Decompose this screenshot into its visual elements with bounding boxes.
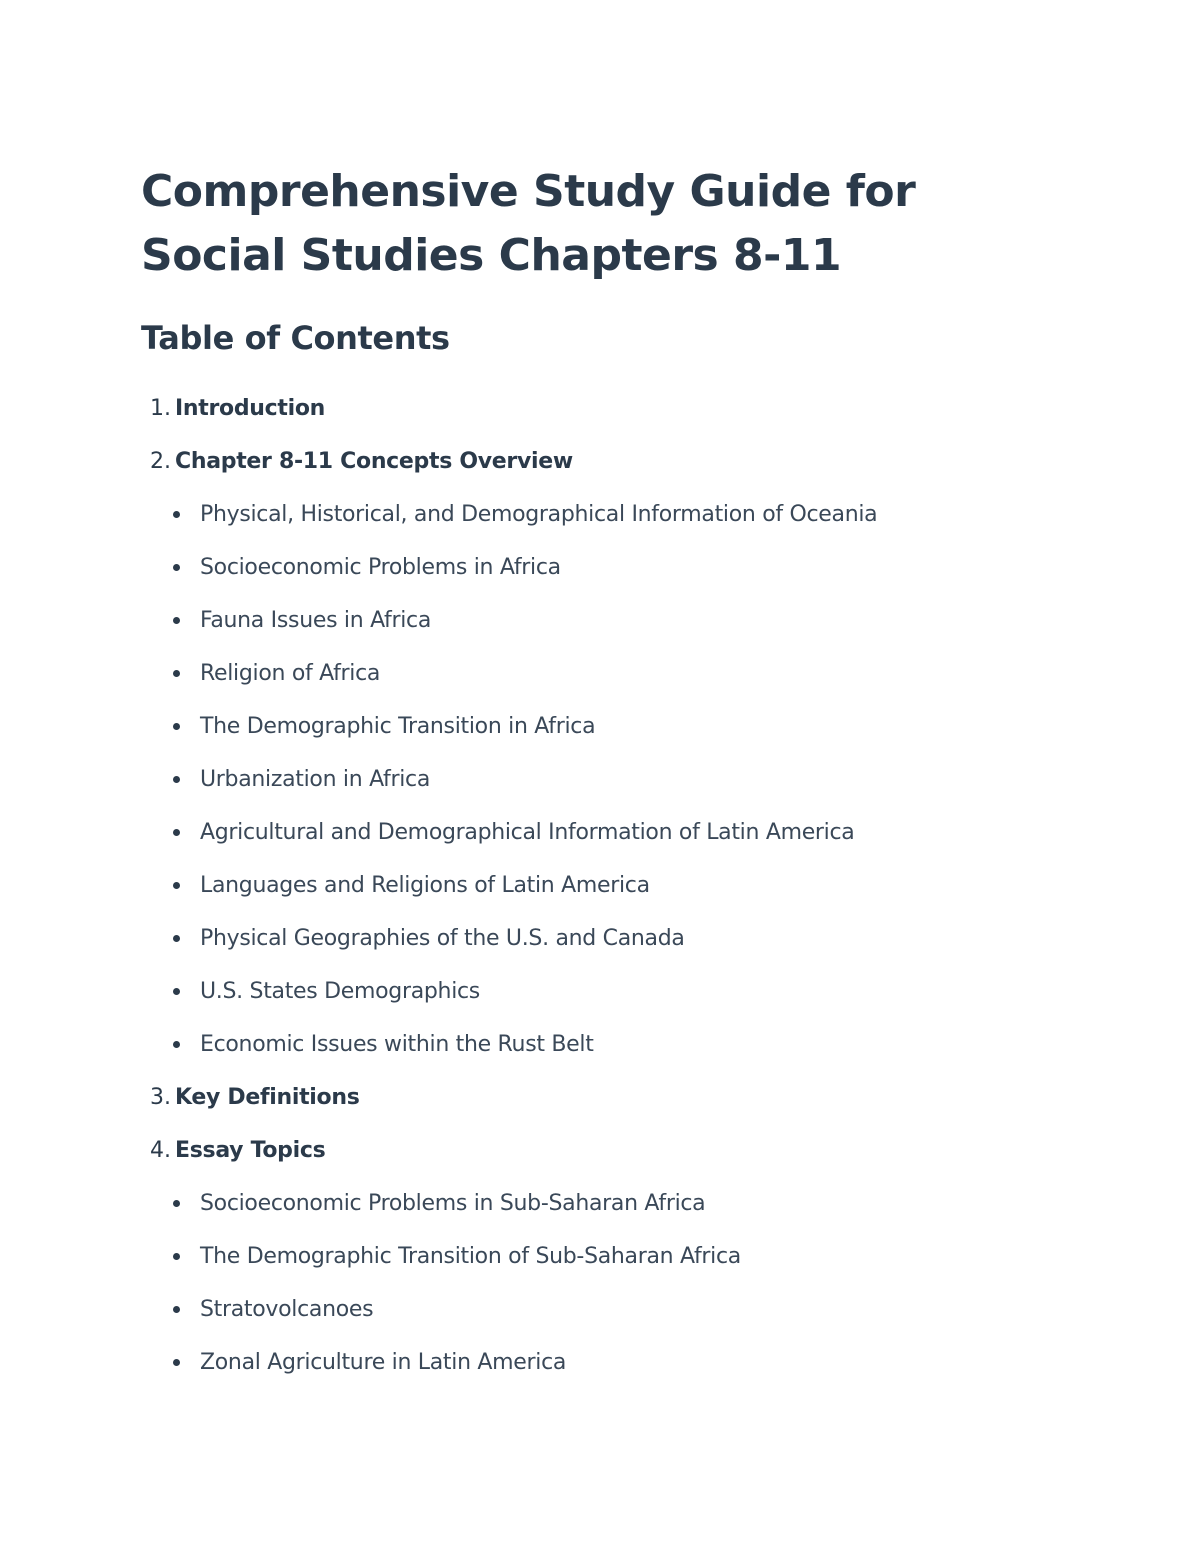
- list-item-text: Socioeconomic Problems in Africa: [200, 555, 561, 580]
- bullet-icon: [173, 670, 180, 677]
- list-item-text: The Demographic Transition of Sub-Saharan Africa: [200, 1244, 741, 1269]
- bullet-icon: [173, 776, 180, 783]
- list-item: [141, 1177, 1061, 1230]
- list-item: [141, 965, 1061, 1018]
- toc-item-concepts-overview: [141, 435, 1061, 1071]
- bullet-icon: [173, 511, 180, 518]
- list-item: [141, 859, 1061, 912]
- toc-item-introduction: [141, 382, 1061, 435]
- toc-heading: Table of Contents: [141, 319, 450, 357]
- bullet-icon: [173, 564, 180, 571]
- essay-topics-sublist: [141, 1177, 1061, 1389]
- concepts-sublist: [141, 488, 1061, 1071]
- list-item: [141, 541, 1061, 594]
- list-item-text: The Demographic Transition in Africa: [200, 714, 596, 739]
- document-page: [141, 160, 1061, 1389]
- bullet-icon: [173, 882, 180, 889]
- list-item: [141, 1336, 1061, 1389]
- document-title: Comprehensive Study Guide for Social Studies Chapters 8-11: [141, 166, 916, 281]
- toc-item-number: 3.: [150, 1085, 171, 1110]
- list-item-text: Economic Issues within the Rust Belt: [200, 1032, 594, 1057]
- toc-item-label: Introduction: [175, 396, 326, 421]
- toc-item-label: Chapter 8-11 Concepts Overview: [175, 449, 573, 474]
- toc-item-label: Essay Topics: [175, 1138, 326, 1163]
- bullet-icon: [173, 617, 180, 624]
- list-item: [141, 594, 1061, 647]
- list-item-text: Physical, Historical, and Demographical Information of Oceania: [200, 502, 878, 527]
- list-item: [141, 1230, 1061, 1283]
- toc-item-key-definitions: [141, 1071, 1061, 1124]
- toc-item-number: 2.: [150, 449, 171, 474]
- bullet-icon: [173, 1041, 180, 1048]
- bullet-icon: [173, 1306, 180, 1313]
- toc-item-essay-topics: [141, 1124, 1061, 1389]
- list-item-text: Fauna Issues in Africa: [200, 608, 432, 633]
- table-of-contents: [141, 382, 1061, 1389]
- bullet-icon: [173, 723, 180, 730]
- list-item-text: Urbanization in Africa: [200, 767, 431, 792]
- list-item-text: Religion of Africa: [200, 661, 381, 686]
- list-item-text: Languages and Religions of Latin America: [200, 873, 650, 898]
- list-item: [141, 806, 1061, 859]
- bullet-icon: [173, 935, 180, 942]
- list-item-text: Agricultural and Demographical Information of Latin America: [200, 820, 855, 845]
- bullet-icon: [173, 829, 180, 836]
- toc-item-number: 1.: [150, 396, 171, 421]
- list-item: [141, 912, 1061, 965]
- bullet-icon: [173, 1200, 180, 1207]
- list-item-text: U.S. States Demographics: [200, 979, 480, 1004]
- list-item-text: Stratovolcanoes: [200, 1297, 374, 1322]
- list-item-text: Zonal Agriculture in Latin America: [200, 1350, 567, 1375]
- list-item: [141, 1283, 1061, 1336]
- list-item: [141, 1018, 1061, 1071]
- list-item: [141, 488, 1061, 541]
- bullet-icon: [173, 988, 180, 995]
- list-item-text: Socioeconomic Problems in Sub-Saharan Africa: [200, 1191, 706, 1216]
- list-item: [141, 700, 1061, 753]
- bullet-icon: [173, 1359, 180, 1366]
- list-item: [141, 647, 1061, 700]
- toc-item-label: Key Definitions: [175, 1085, 360, 1110]
- toc-item-number: 4.: [150, 1138, 171, 1163]
- bullet-icon: [173, 1253, 180, 1260]
- list-item-text: Physical Geographies of the U.S. and Canada: [200, 926, 685, 951]
- list-item: [141, 753, 1061, 806]
